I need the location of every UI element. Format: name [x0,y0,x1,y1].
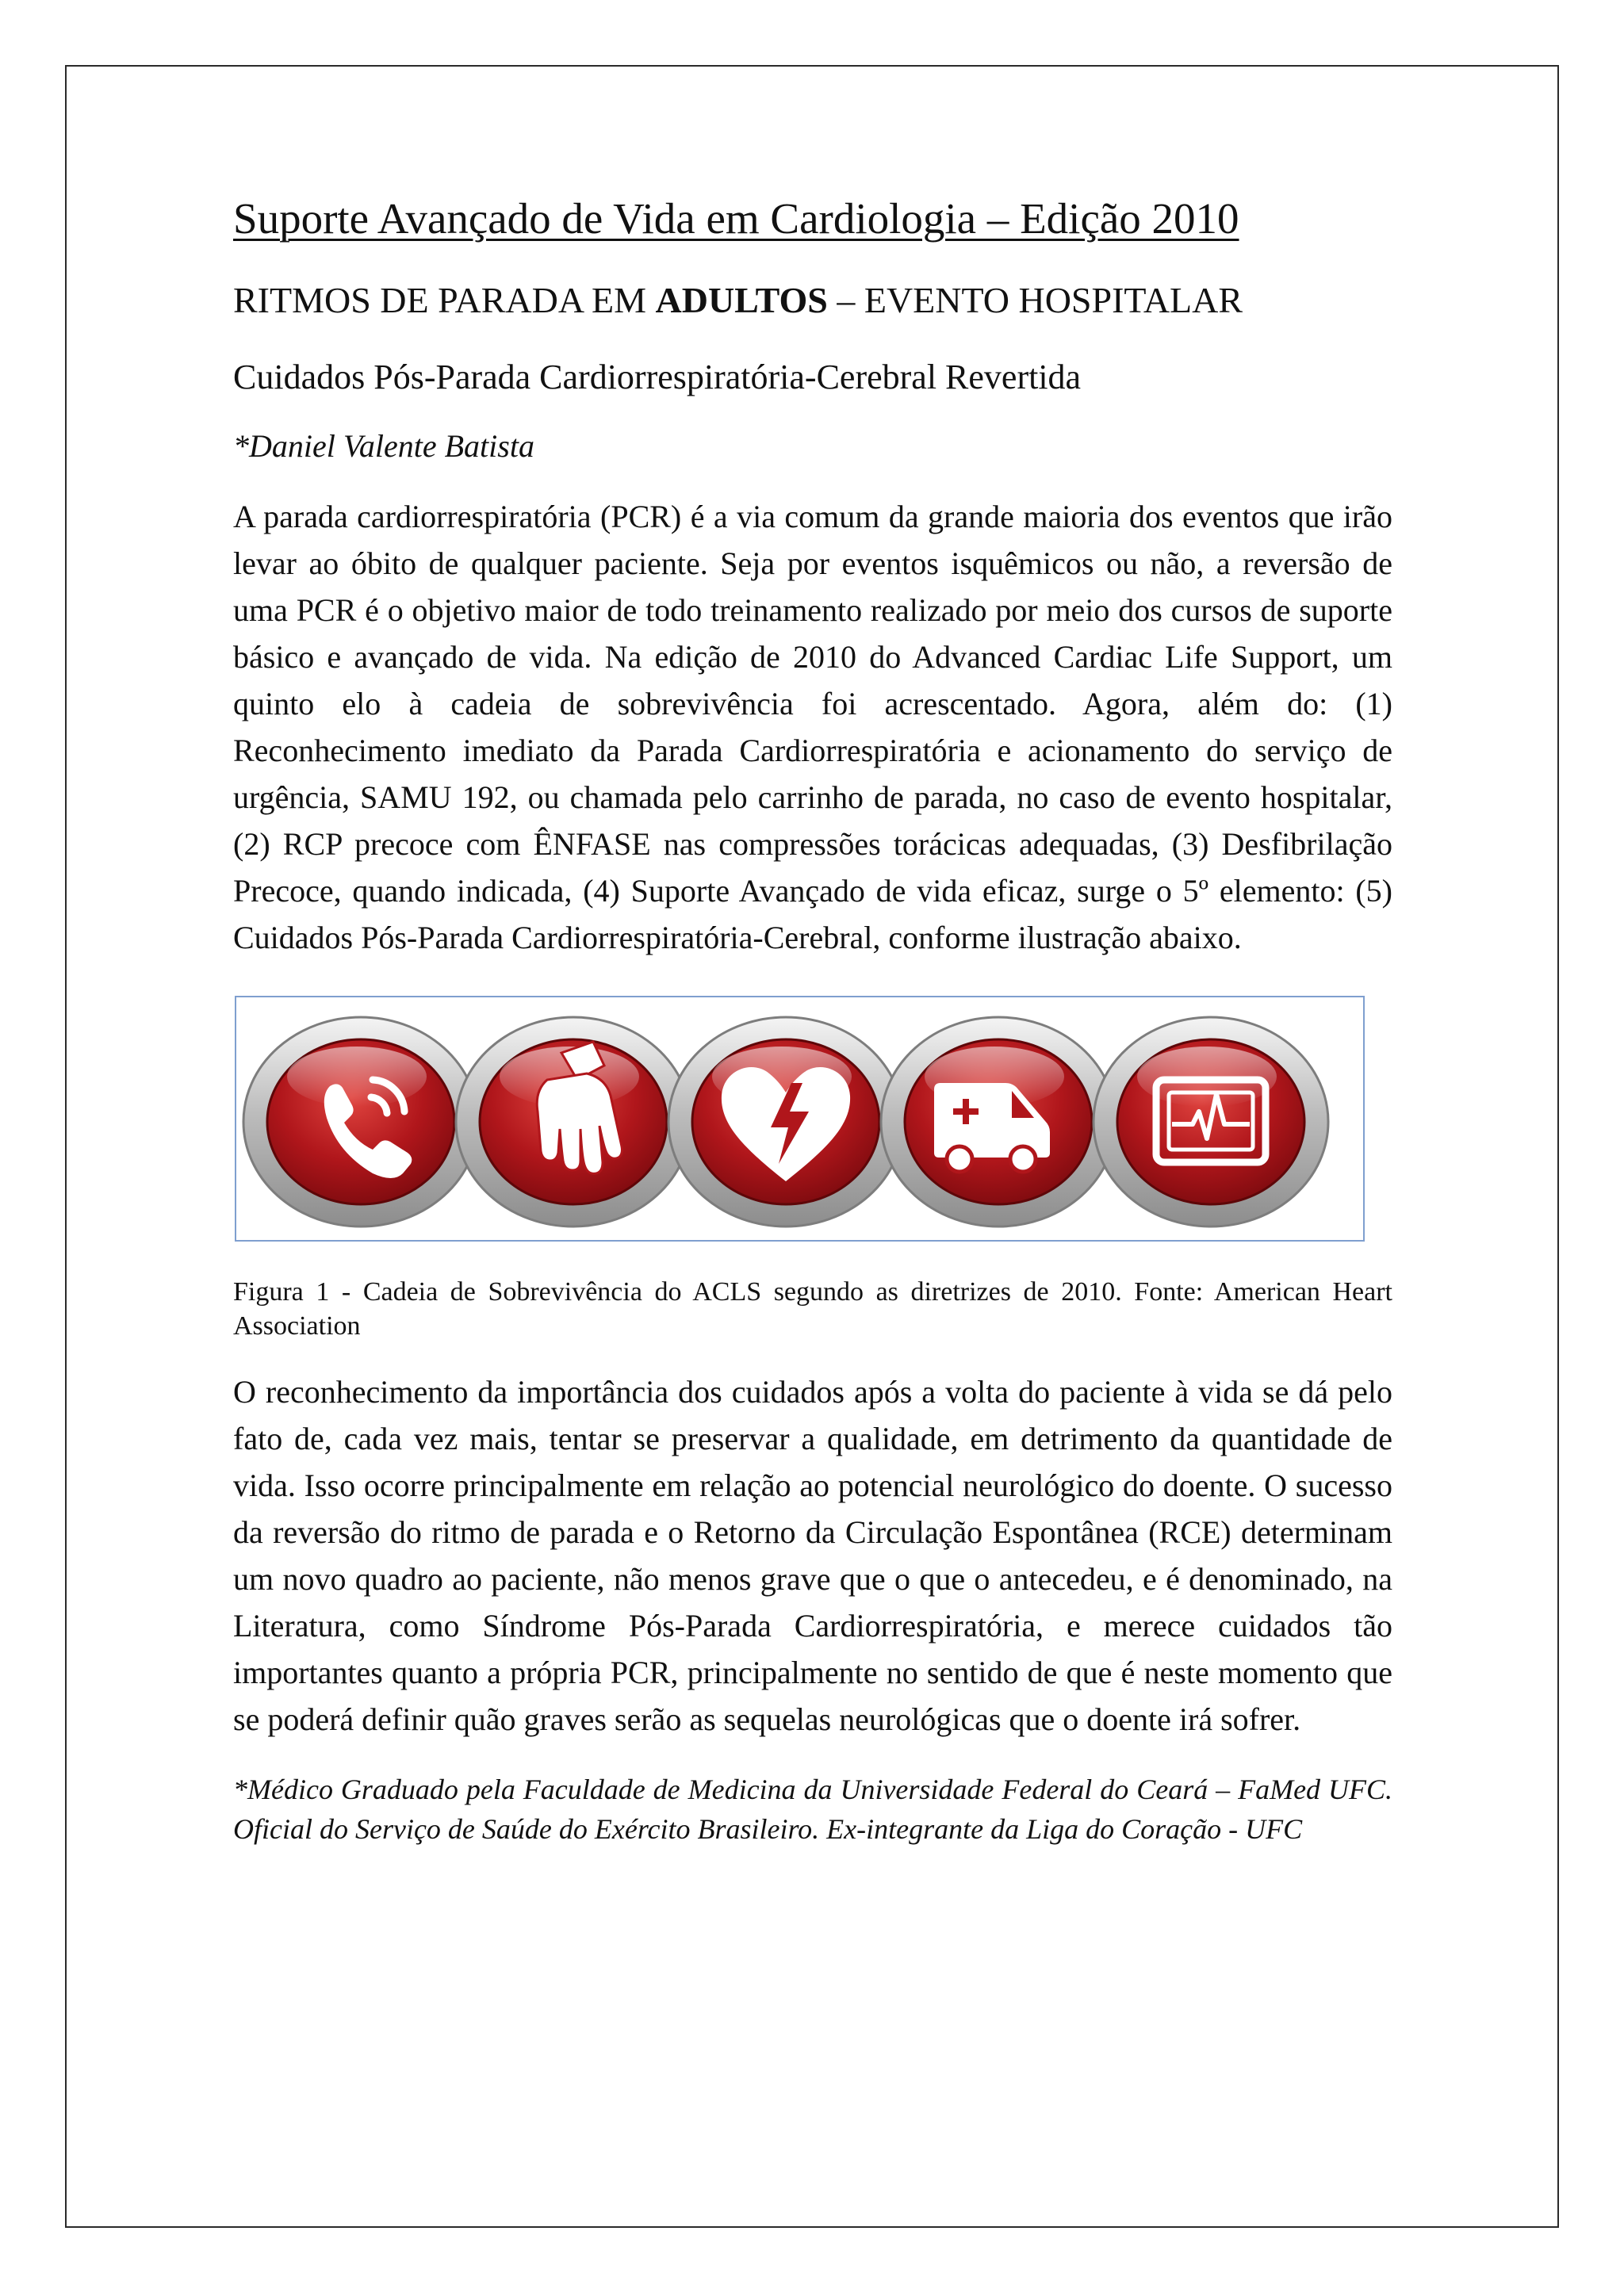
chain-of-survival-figure [235,996,1365,1242]
chain-link-2 [456,1017,691,1226]
document-title: Suporte Avançado de Vida em Cardiologia – Edição 2010 [233,194,1239,243]
subtitle-bold: ADULTOS [655,280,828,320]
section-title: Cuidados Pós-Parada Cardiorrespiratória-Cerebral Revertida [233,358,1082,396]
document-content [233,192,1392,1849]
chain-link-4 [881,1017,1116,1226]
subtitle-suffix: – EVENTO HOSPITALAR [827,280,1243,320]
author-line: *Daniel Valente Batista [233,428,534,464]
chain-link-3 [668,1017,903,1226]
paragraph-2: O reconhecimento da importância dos cuidados após a volta do paciente à vida se dá pelo fato de, cada vez mais, tentar se preservar a qualidade, em detrimento da quantidade de vida. Isso ocorre principalmente em relação ao potencial neurológico do doente. O sucesso da reversão do ritmo de parada e o Retorno da Circulação Espontânea (RCE) determinam um novo quadro ao paciente, não menos grave que o que o antecedeu, e é denominado, na Literatura, como Síndrome Pós-Parada Cardiorrespiratória, e merece cuidados tão importantes quanto a própria PCR, principalmente no sentido de que é neste momento que se poderá definir quão graves serão as sequelas neurológicas que o doente irá sofrer. [233,1374,1392,1737]
document-subtitle [233,277,1392,323]
subtitle-prefix: RITMOS DE PARADA EM [233,280,656,320]
paragraph-1: A parada cardiorrespiratória (PCR) é a via comum da grande maioria dos eventos que irão levar ao óbito de qualquer paciente. Seja por eventos isquêmicos ou não, a reversão de uma PCR é o objetivo maior de todo treinamento realizado por meio dos cursos de suporte básico e avançado de vida. Na edição de 2010 do Advanced Cardiac Life Support, um quinto elo à cadeia de sobrevivência foi acrescentado. Agora, além do: (1) Reconhecimento imediato da Parada Cardiorrespiratória e acionamento do serviço de urgência, SAMU 192, ou chamada pelo carrinho de parada, no caso de evento hospitalar, (2) RCP precoce com ÊNFASE nas compressões torácicas adequadas, (3) Desfibrilação Precoce, quando indicada, (4) Suporte Avançado de vida eficaz, surge o 5º elemento: (5) Cuidados Pós-Parada Cardiorrespiratória-Cerebral, conforme ilustração abaixo. [233,499,1392,955]
author-footnote: *Médico Graduado pela Faculdade de Medicina da Universidade Federal do Ceará – FaMed UFC. Oficial do Serviço de Saúde do Exército Brasileiro. Ex-integrante da Liga do Coração - UFC [233,1774,1392,1845]
chain-link-5 [1094,1017,1328,1226]
chain-link-1 [243,1017,478,1226]
chain-of-survival-graphic [236,997,1363,1240]
figure-caption: Figura 1 - Cadeia de Sobrevivência do ACLS segundo as diretrizes de 2010. Fonte: American Heart Association [233,1277,1392,1341]
